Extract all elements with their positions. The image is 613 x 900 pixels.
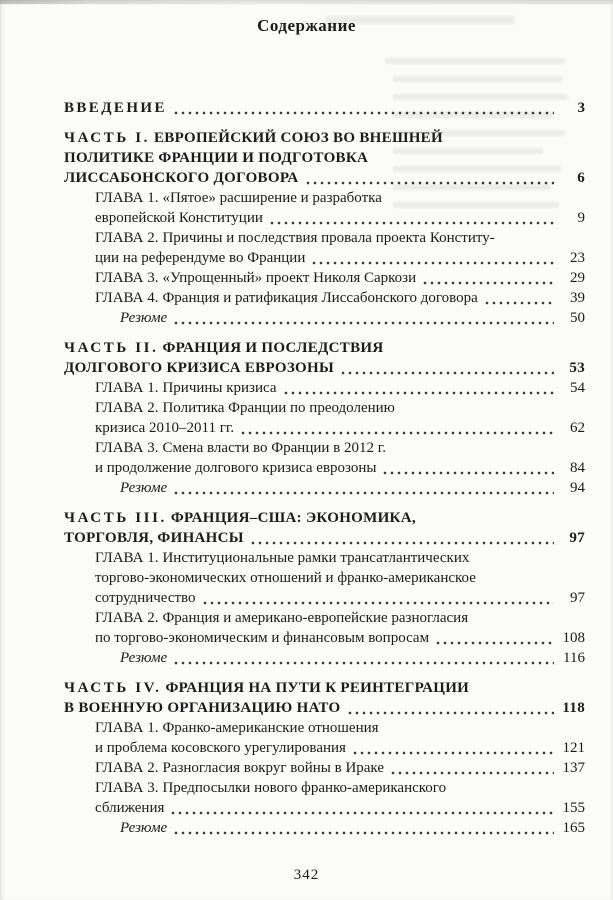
toc-entry-text: торгово-экономических отношений и франко-американское	[95, 570, 476, 586]
page-number: 9	[577, 210, 585, 226]
page-number: 84	[570, 460, 585, 476]
page-number: 97	[569, 530, 585, 546]
dot-leader	[391, 771, 554, 775]
toc-line	[95, 608, 585, 628]
toc-entry-text: Предпосылки нового франко-американского	[162, 780, 447, 796]
toc-entry-label: Резюме	[120, 310, 168, 326]
toc-line	[120, 308, 585, 328]
page-number: 39	[570, 290, 585, 306]
dot-leader	[174, 321, 554, 325]
toc-entry	[64, 508, 585, 548]
dot-leader	[423, 281, 554, 285]
toc-line	[95, 798, 585, 818]
toc-entry	[64, 648, 585, 668]
toc-entry-label: ГЛАВА 4.	[95, 290, 159, 306]
dot-leader	[270, 221, 554, 225]
toc-entry-text: по торгово-экономическим и финансовым вопросам	[95, 630, 430, 646]
toc-line	[95, 228, 585, 248]
toc-entry	[64, 128, 585, 188]
dot-leader	[436, 641, 554, 645]
table-of-contents	[64, 98, 585, 838]
toc-line	[95, 208, 585, 228]
dot-leader	[251, 541, 554, 545]
folio-page-number: 342	[293, 867, 320, 883]
page-number: 155	[562, 800, 585, 816]
page-number: 108	[562, 630, 585, 646]
toc-entry-label: ЧАСТЬ II.	[64, 340, 159, 356]
toc-entry-label: ГЛАВА 2.	[95, 230, 159, 246]
toc-entry	[64, 378, 585, 398]
dot-leader	[312, 261, 554, 265]
toc-entry	[64, 438, 585, 478]
page-number: 29	[570, 270, 585, 286]
toc-line	[95, 758, 585, 778]
toc-entry	[64, 308, 585, 328]
toc-line	[64, 168, 585, 188]
toc-line	[64, 508, 585, 528]
dot-leader	[341, 371, 554, 375]
page-number: 137	[562, 760, 585, 776]
dot-leader	[171, 811, 554, 815]
page-number: 54	[570, 380, 585, 396]
toc-entry-label: ЧАСТЬ III.	[64, 510, 167, 526]
toc-line	[95, 268, 585, 288]
toc-entry	[64, 818, 585, 838]
toc-entry-label: ВВЕДЕНИЕ	[64, 100, 167, 116]
toc-entry-text: Причины кризиса	[162, 380, 277, 396]
toc-entry-text: «Пятое» расширение и разработка	[162, 190, 382, 206]
toc-entry-text: ФРАНЦИЯ НА ПУТИ К РЕИНТЕГРАЦИИ	[165, 680, 470, 696]
toc-entry-label: ГЛАВА 2.	[95, 610, 159, 626]
dot-leader	[485, 301, 554, 305]
toc-entry	[64, 608, 585, 648]
toc-line	[95, 458, 585, 478]
toc-entry-text: Франко-американские отношения	[162, 720, 379, 736]
toc-line	[64, 128, 585, 148]
toc-entry-label: ГЛАВА 3.	[95, 440, 159, 456]
toc-entry-label: Резюме	[120, 650, 168, 666]
toc-entry	[64, 268, 585, 288]
toc-line	[95, 188, 585, 208]
toc-entry-label: ЧАСТЬ IV.	[64, 680, 162, 696]
toc-entry-label: ГЛАВА 1.	[95, 380, 159, 396]
toc-line	[64, 148, 585, 168]
toc-entry-label: ГЛАВА 1.	[95, 550, 159, 566]
toc-line	[95, 718, 585, 738]
toc-entry-text: ФРАНЦИЯ И ПОСЛЕДСТВИЯ	[162, 340, 384, 356]
toc-entry-text: кризиса 2010–2011 гг.	[95, 420, 235, 436]
page-number: 118	[562, 700, 585, 716]
toc-entry-text: европейской Конституции	[95, 210, 263, 226]
page-number: 116	[563, 650, 585, 666]
toc-entry	[64, 758, 585, 778]
dot-leader	[348, 711, 554, 715]
toc-entry-label: ГЛАВА 2.	[95, 400, 159, 416]
page-number: 6	[577, 170, 585, 186]
toc-entry-label: ЧАСТЬ I.	[64, 130, 150, 146]
page-number: 94	[570, 480, 585, 496]
toc-entry-label: ГЛАВА 1.	[95, 190, 159, 206]
page-number: 97	[570, 590, 585, 606]
dot-leader	[203, 601, 554, 605]
toc-line	[95, 628, 585, 648]
toc-line	[95, 288, 585, 308]
toc-entry-text: Политика Франции по преодолению	[162, 400, 395, 416]
toc-entry-text: и проблема косовского урегулирования	[95, 740, 346, 756]
toc-entry-text: сотрудничество	[95, 590, 196, 606]
toc-line	[95, 398, 585, 418]
page-number: 23	[570, 250, 585, 266]
toc-entry-label: ГЛАВА 3.	[95, 270, 159, 286]
toc-entry	[64, 478, 585, 498]
toc-entry-text: Разногласия вокруг войны в Ираке	[162, 760, 385, 776]
toc-line	[120, 648, 585, 668]
page-title: Содержание	[257, 16, 356, 35]
toc-line	[95, 588, 585, 608]
toc-entry	[64, 338, 585, 378]
toc-entry-label: ГЛАВА 1.	[95, 720, 159, 736]
dot-leader	[241, 431, 554, 435]
toc-entry-text: Франция и ратификация Лиссабонского договора	[162, 290, 478, 306]
dot-leader	[174, 831, 554, 835]
page-number: 3	[577, 100, 585, 116]
toc-entry	[64, 288, 585, 308]
dot-leader	[383, 471, 554, 475]
dot-leader	[174, 111, 554, 115]
toc-line	[95, 778, 585, 798]
toc-entry-label: Резюме	[120, 820, 168, 836]
toc-line	[95, 548, 585, 568]
page-number: 50	[570, 310, 585, 326]
dot-leader	[174, 661, 554, 665]
toc-entry	[64, 228, 585, 268]
toc-entry-text: ЕВРОПЕЙСКИЙ СОЮЗ ВО ВНЕШНЕЙ	[154, 130, 443, 146]
toc-line	[95, 378, 585, 398]
toc-line	[120, 818, 585, 838]
toc-line	[64, 98, 585, 118]
toc-entry-text: В ВОЕННУЮ ОРГАНИЗАЦИЮ НАТО	[64, 700, 341, 716]
toc-line	[95, 568, 585, 588]
page-number: 62	[570, 420, 585, 436]
toc-line	[64, 678, 585, 698]
toc-line	[64, 698, 585, 718]
dot-leader	[174, 491, 554, 495]
toc-entry	[64, 188, 585, 228]
page-number: 165	[562, 820, 585, 836]
toc-entry	[64, 98, 585, 118]
toc-line	[120, 478, 585, 498]
toc-line	[95, 418, 585, 438]
toc-entry-text: и продолжение долгового кризиса еврозоны	[95, 460, 377, 476]
toc-line	[95, 248, 585, 268]
toc-entry	[64, 718, 585, 758]
toc-entry-text: Смена власти во Франции в 2012 г.	[162, 440, 386, 456]
toc-entry-text: Причины и последствия провала проекта Конститу-	[162, 230, 495, 246]
toc-entry-text: ФРАНЦИЯ–США: ЭКОНОМИКА,	[170, 510, 416, 526]
toc-entry-label: ГЛАВА 3.	[95, 780, 159, 796]
dot-leader	[306, 181, 554, 185]
toc-line	[95, 438, 585, 458]
toc-entry-text: «Упрощенный» проект Николя Саркози	[162, 270, 417, 286]
toc-line	[64, 338, 585, 358]
toc-entry-text: Франция и американо-европейские разногласия	[162, 610, 469, 626]
toc-entry-text: ПОЛИТИКЕ ФРАНЦИИ И ПОДГОТОВКА	[64, 150, 369, 166]
toc-entry-text: сближения	[95, 800, 165, 816]
toc-entry-text: ТОРГОВЛЯ, ФИНАНСЫ	[64, 530, 244, 546]
toc-entry-label: Резюме	[120, 480, 168, 496]
toc-entry	[64, 678, 585, 718]
toc-entry-text: Институциональные рамки трансатлантических	[162, 550, 470, 566]
toc-entry	[64, 778, 585, 818]
toc-entry-label: ГЛАВА 2.	[95, 760, 159, 776]
toc-line	[95, 738, 585, 758]
toc-entry-text: ДОЛГОВОГО КРИЗИСА ЕВРОЗОНЫ	[64, 360, 335, 376]
toc-line	[64, 528, 585, 548]
toc-entry-text: ЛИССАБОНСКОГО ДОГОВОРА	[64, 170, 299, 186]
toc-line	[64, 358, 585, 378]
dot-leader	[284, 391, 554, 395]
toc-entry	[64, 548, 585, 608]
toc-entry	[64, 398, 585, 438]
page-number: 53	[569, 360, 585, 376]
page-number: 121	[562, 740, 585, 756]
toc-entry-text: ции на референдуме во Франции	[95, 250, 306, 266]
dot-leader	[353, 751, 554, 755]
